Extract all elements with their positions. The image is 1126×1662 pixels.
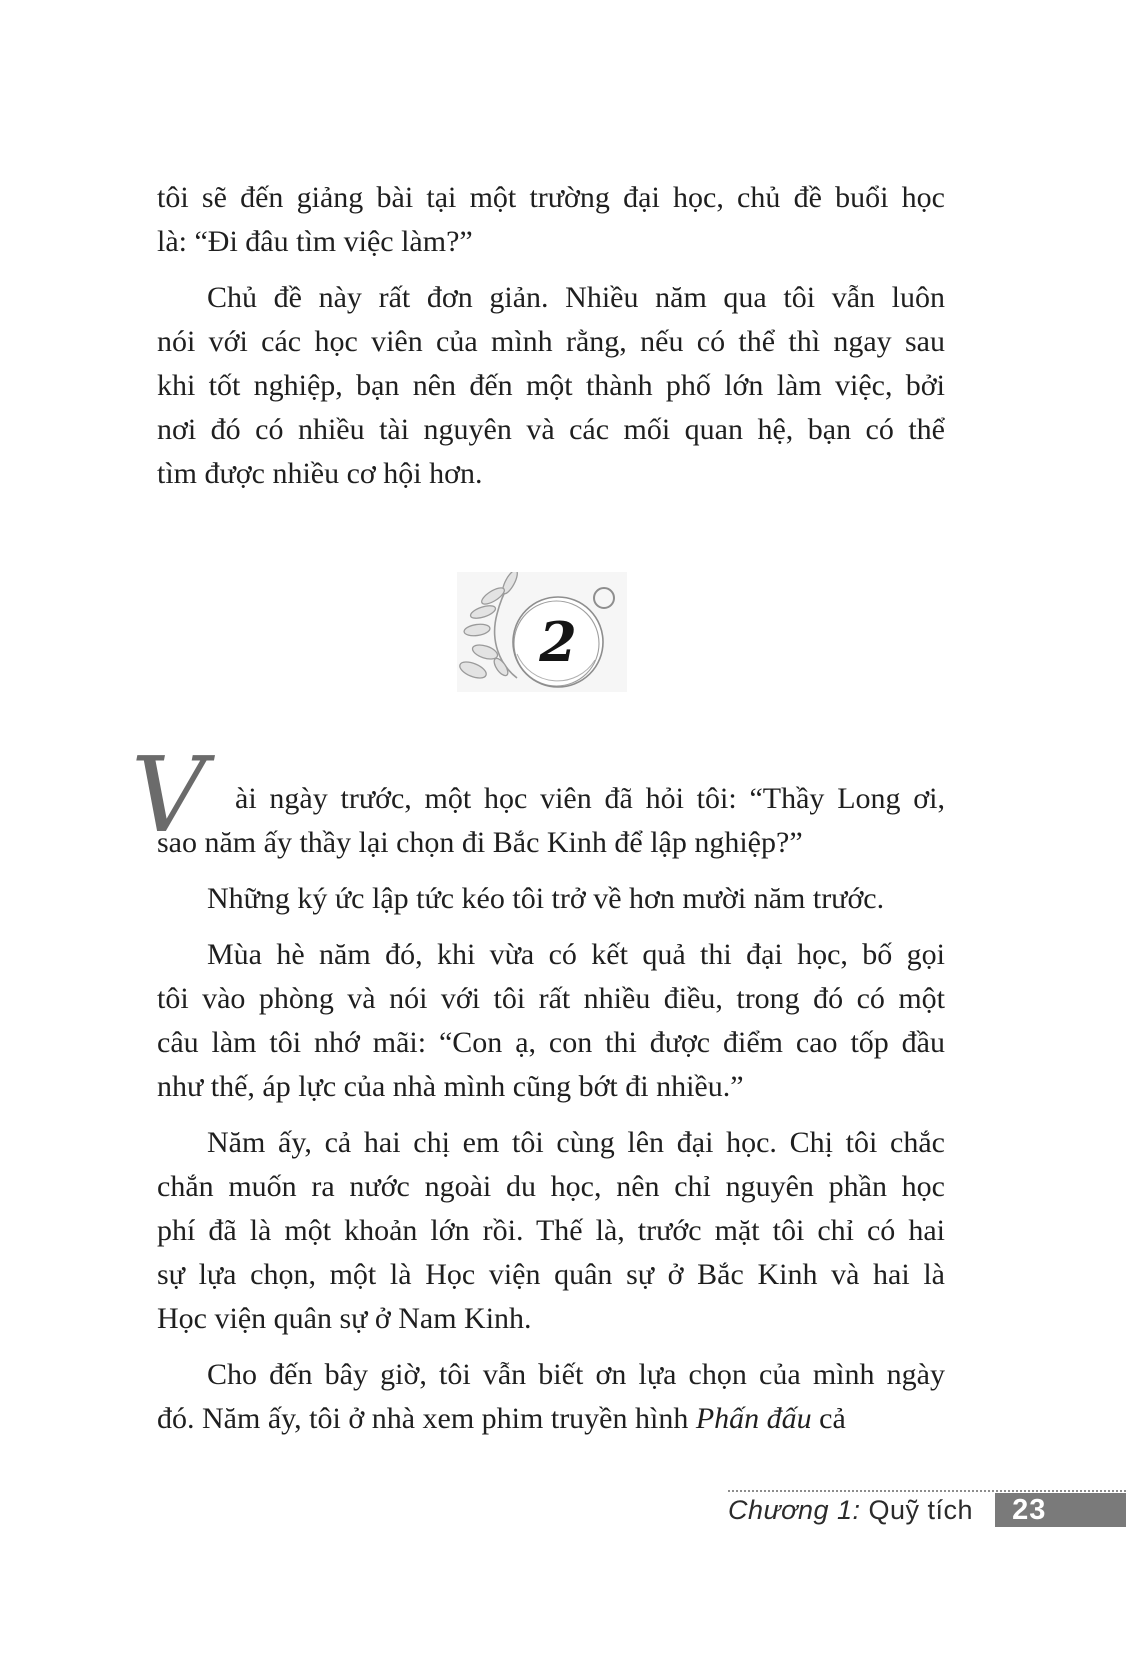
footer-chapter-label: Chương 1:: [728, 1495, 861, 1525]
text-line: sao năm ấy thầy lại chọn đi Bắc Kinh để lập nghiệp?”: [157, 826, 803, 859]
text-line: Học viện quân sự ở Nam Kinh.: [157, 1302, 532, 1335]
divider-number: 2: [539, 610, 577, 674]
paragraph: [157, 176, 945, 264]
text-line: là: “Đi đâu tìm việc làm?”: [157, 225, 473, 258]
text-line: sự lựa chọn, một là Học viện quân sự ở Bắc Kinh và hai là: [157, 1258, 945, 1291]
text-line: nơi đó có nhiều tài nguyên và các mối quan hệ, bạn có thể: [157, 413, 945, 446]
paragraph: [157, 276, 945, 496]
paragraph: [157, 877, 945, 921]
text-line: Mùa hè năm đó, khi vừa có kết quả thi đại học, bố gọi: [207, 938, 945, 971]
text-line: tôi sẽ đến giảng bài tại một trường đại học, chủ đề buổi học: [157, 181, 945, 214]
footer-chapter-title: Quỹ tích: [868, 1495, 974, 1525]
leaf-branch-icon: [458, 572, 520, 681]
text-line: câu làm tôi nhớ mãi: “Con ạ, con thi được điểm cao tốp đầu: [157, 1026, 945, 1059]
text-block: [131, 176, 945, 1441]
page-number-box: [995, 1493, 1126, 1527]
text-line: Những ký ức lập tức kéo tôi trở về hơn mười năm trước.: [207, 882, 885, 915]
text-line: ài ngày trước, một học viên đã hỏi tôi: “Thầy Long ơi,: [235, 782, 945, 815]
drop-cap-letter: V: [131, 734, 207, 856]
text-line: Năm ấy, cả hai chị em tôi cùng lên đại học. Chị tôi chắc: [207, 1126, 945, 1159]
page-footer: [728, 1490, 1126, 1527]
text-line: đó. Năm ấy, tôi ở nhà xem phim truyền hình Phấn đấu cả: [157, 1402, 846, 1435]
text-line: tìm được nhiều cơ hội hơn.: [157, 457, 483, 490]
section-1-end: [157, 176, 945, 496]
text-line: nói với các học viên của mình rằng, nếu có thể thì ngay sau: [157, 325, 945, 358]
paragraph: [157, 1353, 945, 1441]
section-2-start: [131, 734, 945, 1441]
text-line: phí đã là một khoản lớn rồi. Thế là, trước mặt tôi chỉ có hai: [157, 1214, 945, 1247]
text-line: tôi vào phòng và nói với tôi rất nhiều điều, trong đó có một: [157, 982, 945, 1015]
footer-dotted-rule: [728, 1490, 1126, 1492]
paragraph: [157, 1121, 945, 1341]
paragraph: [131, 734, 945, 865]
paragraph: [157, 933, 945, 1109]
text-line: Cho đến bây giờ, tôi vẫn biết ơn lựa chọn của mình ngày: [207, 1358, 945, 1391]
text-line: chắn muốn ra nước ngoài du học, nên chỉ nguyên phần học: [157, 1170, 945, 1203]
text-line: Chủ đề này rất đơn giản. Nhiều năm qua tôi vẫn luôn: [207, 281, 945, 314]
text-line: như thế, áp lực của nhà mình cũng bớt đi nhiều.”: [157, 1070, 744, 1103]
section-divider: [457, 572, 627, 692]
page-number: 23: [1012, 1493, 1047, 1526]
footer-chapter: [728, 1493, 995, 1527]
text-line: khi tốt nghiệp, bạn nên đến một thành phố lớn làm việc, bởi: [157, 369, 945, 402]
small-circle-icon: [594, 588, 614, 608]
